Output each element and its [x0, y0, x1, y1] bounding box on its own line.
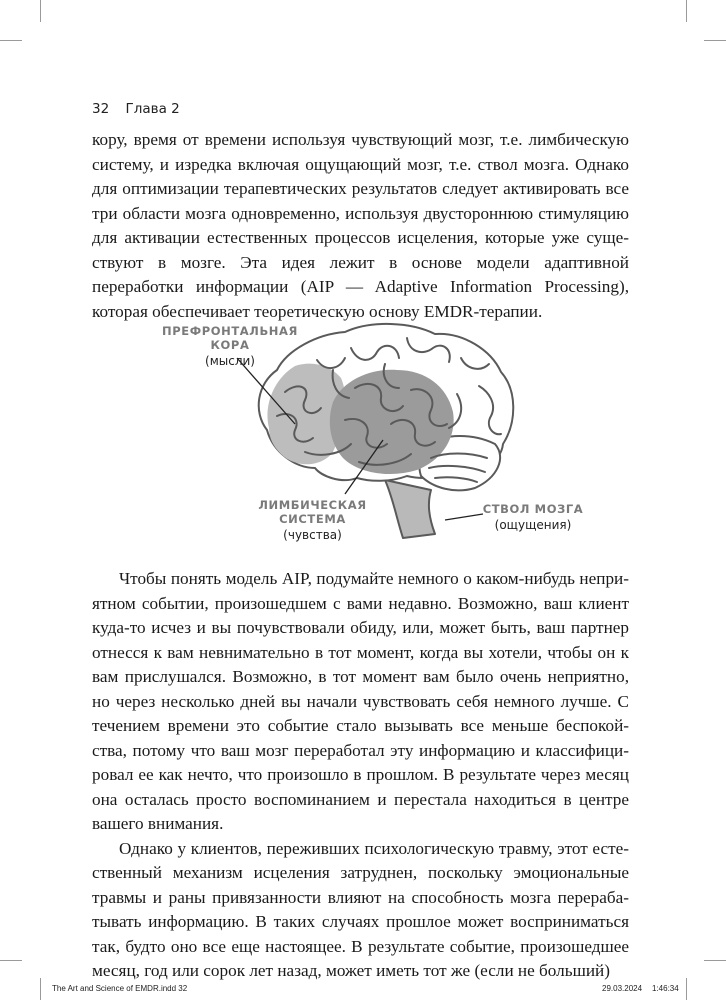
brainstem-pointer	[445, 514, 483, 520]
slug-date: 29.03.2024	[602, 984, 643, 993]
page-number: 32	[92, 101, 110, 117]
crop-mark-right-top	[704, 40, 726, 41]
body-text-bottom	[92, 567, 629, 984]
crop-mark-left-bottom	[0, 960, 22, 961]
paragraph: Чтобы понять модель AIP, подумайте немного о каком-нибудь неприятном событии, произошедшем с вами недавно. Возможно, ваш клиент куда-то исчез и вы почувствовали обиду, или, может быть, ваш партнер отнесся к вам невнимательно в тот момент, когда вы хотели, чтобы он к вам прислушался. Возможно, в тот момент вам было очень неприятно, но через несколько дней вы начали чувствовать себя немного лучше. С течением времени это событие стало вызывать все меньше беспокойства, потому что ваш мозг переработал эту информацию и классифицировал ее как нечто, что произошло в прошлом. В результате через месяц она осталась просто воспоминанием и перестала находиться в центре вашего внимания.	[92, 569, 629, 833]
limbic-label-sub: (чувства)	[283, 528, 342, 542]
paragraph: кору, время от времени используя чувствующий мозг, т.е. лимбическую систему, и изредка включая ощущающий мозг, т.е. ствол мозга. Однако для оптимизации терапевтических результатов следует активировать все три области мозга одновременно, используя двустороннюю стимуляцию для активации естественных процессов исцеления, которые уже существуют в мозге. Эта идея лежит в основе модели адаптивной переработки информации (AIP — Adaptive Information Processing), которая обеспечивает теоретическую основу EMDR-терапии.	[92, 130, 629, 321]
brainstem-label	[481, 502, 585, 532]
crop-mark-left-top	[0, 40, 22, 41]
crop-mark-right-bottom	[704, 960, 726, 961]
brainstem-label-sub: (ощущения)	[494, 518, 572, 532]
crop-mark-bottom-right	[686, 978, 687, 1000]
body-text-top	[92, 128, 629, 324]
brainstem-label-title: СТВОЛ МОЗГА	[482, 502, 584, 516]
crop-mark-bottom-left	[40, 978, 41, 1000]
running-head	[92, 101, 180, 117]
paragraph: Однако у клиентов, переживших психологическую травму, этот естественный механизм исцеления затруднен, поскольку эмоциональные травмы и раны привязанности влияют на способность мозга перерабатывать информацию. В таких случаях прошлое может восприниматься так, будто оно все еще настоящее. В результате событие, произошедшее месяц, год или сорок лет назад, может иметь тот же (если не больший)	[92, 838, 629, 980]
slug-file: The Art and Science of EMDR.indd 32	[52, 984, 188, 993]
crop-mark-top-right	[686, 0, 687, 22]
limbic-label	[225, 498, 400, 542]
crop-mark-top-left	[40, 0, 41, 22]
limbic-label-title: ЛИМБИЧЕСКАЯ СИСТЕМА	[258, 498, 367, 526]
brain-figure	[145, 312, 585, 544]
prefrontal-label-title: ПРЕФРОНТАЛЬНАЯ КОРА	[162, 324, 298, 352]
prefrontal-label-sub: (мысли)	[205, 354, 255, 368]
prefrontal-label	[145, 324, 315, 368]
slug-time: 1:46:34	[652, 984, 679, 993]
chapter-title: Глава 2	[125, 101, 180, 117]
